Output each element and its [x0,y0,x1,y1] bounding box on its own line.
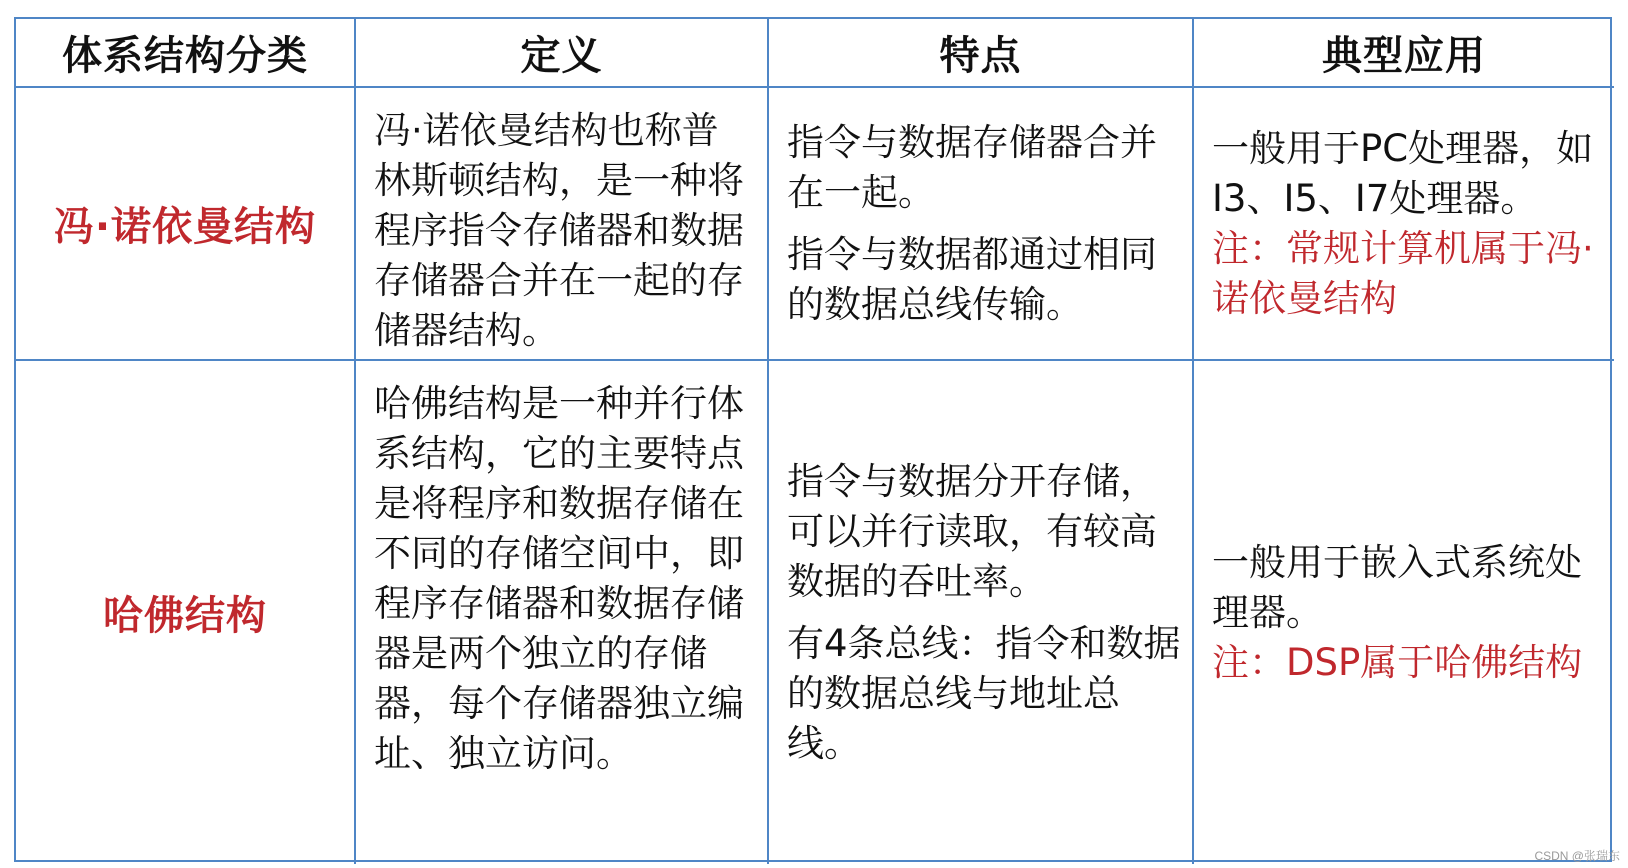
application-note: 注：常规计算机属于冯·诺依曼结构 [1212,226,1594,320]
header-features: 特点 [769,19,1194,88]
definition-von-neumann: 冯·诺依曼结构也称普林斯顿结构，是一种将程序指令存储器和数据存储器合并在一起的存储器结构。 [356,88,769,361]
watermark: CSDN @张瑞东 [1534,849,1620,863]
header-definition: 定义 [356,19,769,88]
application-note: 注：DSP属于哈佛结构 [1212,640,1583,684]
features-von-neumann [769,88,1194,361]
application-text: 一般用于PC处理器，如I3、I5、I7处理器。 [1212,126,1594,220]
application-text: 一般用于嵌入式系统处理器。 [1212,540,1582,634]
feature-item: 指令与数据存储器合并在一起。 [787,120,1157,214]
application-harvard [1194,361,1614,864]
feature-item: 指令与数据都通过相同的数据总线传输。 [787,232,1157,326]
header-application: 典型应用 [1194,19,1614,88]
row-label-von-neumann: 冯·诺依曼结构 [16,88,356,361]
features-harvard [769,361,1194,864]
row-label-harvard: 哈佛结构 [16,361,356,864]
architecture-comparison-table [14,17,1612,862]
header-category: 体系结构分类 [16,19,356,88]
definition-harvard: 哈佛结构是一种并行体系结构，它的主要特点是将程序和数据存储在不同的存储空间中，即程序存储器和数据存储器是两个独立的存储器，每个存储器独立编址、独立访问。 [356,361,769,864]
feature-item: 有4条总线：指令和数据的数据总线与地址总线。 [787,621,1181,765]
feature-item: 指令与数据分开存储，可以并行读取，有较高数据的吞吐率。 [787,459,1157,603]
application-von-neumann [1194,88,1614,361]
